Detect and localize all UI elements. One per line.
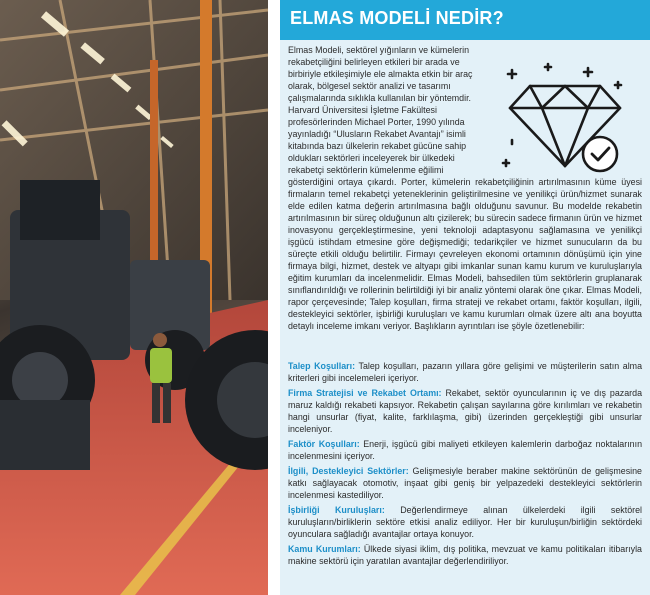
section-title: Firma Stratejisi ve Rekabet Ortamı:: [288, 388, 442, 398]
section-title: Kamu Kurumları:: [288, 544, 361, 554]
section-text: Değerlendirmeye alınan ülkelerdeki ilgili sektörel kuruluşların/birliklerin sektöre etkisi analiz ediliyor. Her bir kuruluşun/birliğin sektördeki oyunculara sağladığı avantajlar ortaya konuyor.: [288, 505, 642, 539]
section-isbirligi: [288, 504, 642, 540]
column-divider: [268, 0, 280, 595]
section-text: Enerji, işgücü gibi maliyeti etkileyen kalemlerin darboğaz noktalarının incelenmesini içeriyor.: [288, 439, 643, 461]
section-title: İşbirliği Kuruluşları:: [288, 505, 385, 515]
factory-photo: [0, 0, 268, 595]
section-title: Talep Koşulları:: [288, 361, 356, 371]
panel-header: [280, 0, 650, 40]
section-text: Talep koşulları, pazarın yıllara göre gelişimi ve müşterilerin satın alma kriterleri gibi incelemeleri içeriyor.: [288, 361, 643, 383]
section-title: İlgili, Destekleyici Sektörler:: [288, 466, 409, 476]
sections-list: [288, 360, 642, 570]
section-title: Faktör Koşulları:: [288, 439, 360, 449]
section-text: Ülkede siyasi iklim, dış politika, mevzuat ve kamu politikaları itibarıyla makine sektörü için yaratılan avantajlar değerlendiriliyor.: [288, 544, 642, 566]
section-talep: [288, 360, 642, 384]
section-kamu: [288, 543, 642, 567]
section-text: Gelişmesiyle beraber makine sektörünün de gelişmesine katkı sağlayacak otomotiv, inşaat gibi geniş bir yelpazedeki destekleyici sektörlerin incelenmesi kastediliyor.: [288, 466, 642, 500]
section-faktor: [288, 438, 642, 462]
diamond-check-icon: [500, 62, 630, 180]
section-text: Rekabet, sektör oyuncularının iç ve dış pazarda maruz kaldığı rekabeti kapsıyor. Rekabetin çalışan sayılarına göre kırılımları ve rekabetin hangi unsurlar (fiyat, kalite, farklılaşma, gibi) üzerinden gerçekleştiği gibi unsurlar inceleniyor.: [288, 388, 643, 434]
section-firma-stratejisi: [288, 387, 642, 435]
intro-paragraph-body: gösterdiğini ortaya çıkardı. Porter, kümelerin rekabetçiliğinin artırılmasının küme üyesi firmaların temel rekabetçi yeteneklerinin geliştirilmesine ve yenilikçi ürün/hizmet sunarak elde edilen katma değerin artırılmasına bağlı olduğunu savunur. Bu modelde rekabetin artırılmasının bir süreç olduğunun altı çizilerek; bu sürecin sadece firmanın ürün ve hizmet inovasyonu gerçekleştirmesine, yeni teknoloji adaptasyonu sağlamasına ve yenilikçi işgücü istihdam etmesine göre değişmediği; tedarikçiler ve hizmet sunucuların da bu süreçte etkili olduğu belirtilir. Firmayı çevreleyen ekonomi ortamının dönüşümü için yine firmaya bilgi, hizmet, destek ve altyapı gibi imkanlar sunan kamu kurum ve kuruluşlarıyla eğitim kurumları da incelenmelidir. Elmas Modeli, bahsedilen tüm sektörlerin gruplanarak sınıflandırıldığı ve rollerinin belirtildiği iyi bir analiz yöntemi olarak öne çıkar. Elmas Modeli, rapor çerçevesinde; Talep koşulları, firma strateji ve rekabet ortamı, faktör koşulları, ilgili, destekleyici sektörler, işbirliği kuruluşları ve kamu kurumları olmak üzere altı ana boyutta detaylı inceleme imkanı veriyor. Başlıkların ayrıntıları ise şöyle özetlenebilir:: [288, 177, 642, 331]
section-ilgili-destekleyici: [288, 465, 642, 501]
intro-paragraph-top: Elmas Modeli, sektörel yığınların ve kümelerin rekabetçiliğini belirleyen etkileri bir arada ve birbiriyle etkileşimiyle ele almakta etkin bir araç olarak, bölgesel sektör analizi ve tasarımı çalışmalarında sıklıkla kullanılan bir yöntemdir. Harvard Üniversitesi İşletme Fakültesi profesörlerinden Michael Porter, 1990 yılında yayınladığı “Ulusların Rekabet Avantajı” isimli kitabında bazı ülkelerin rekabet gücüne sahip oldukları sektörleri inceleyerek bir ülkedeki rekabetçi sektörlerin kümelenme eğilimi: [288, 45, 473, 175]
factory-illustration: [0, 0, 268, 595]
page-title: ELMAS MODELİ NEDİR?: [290, 8, 504, 28]
